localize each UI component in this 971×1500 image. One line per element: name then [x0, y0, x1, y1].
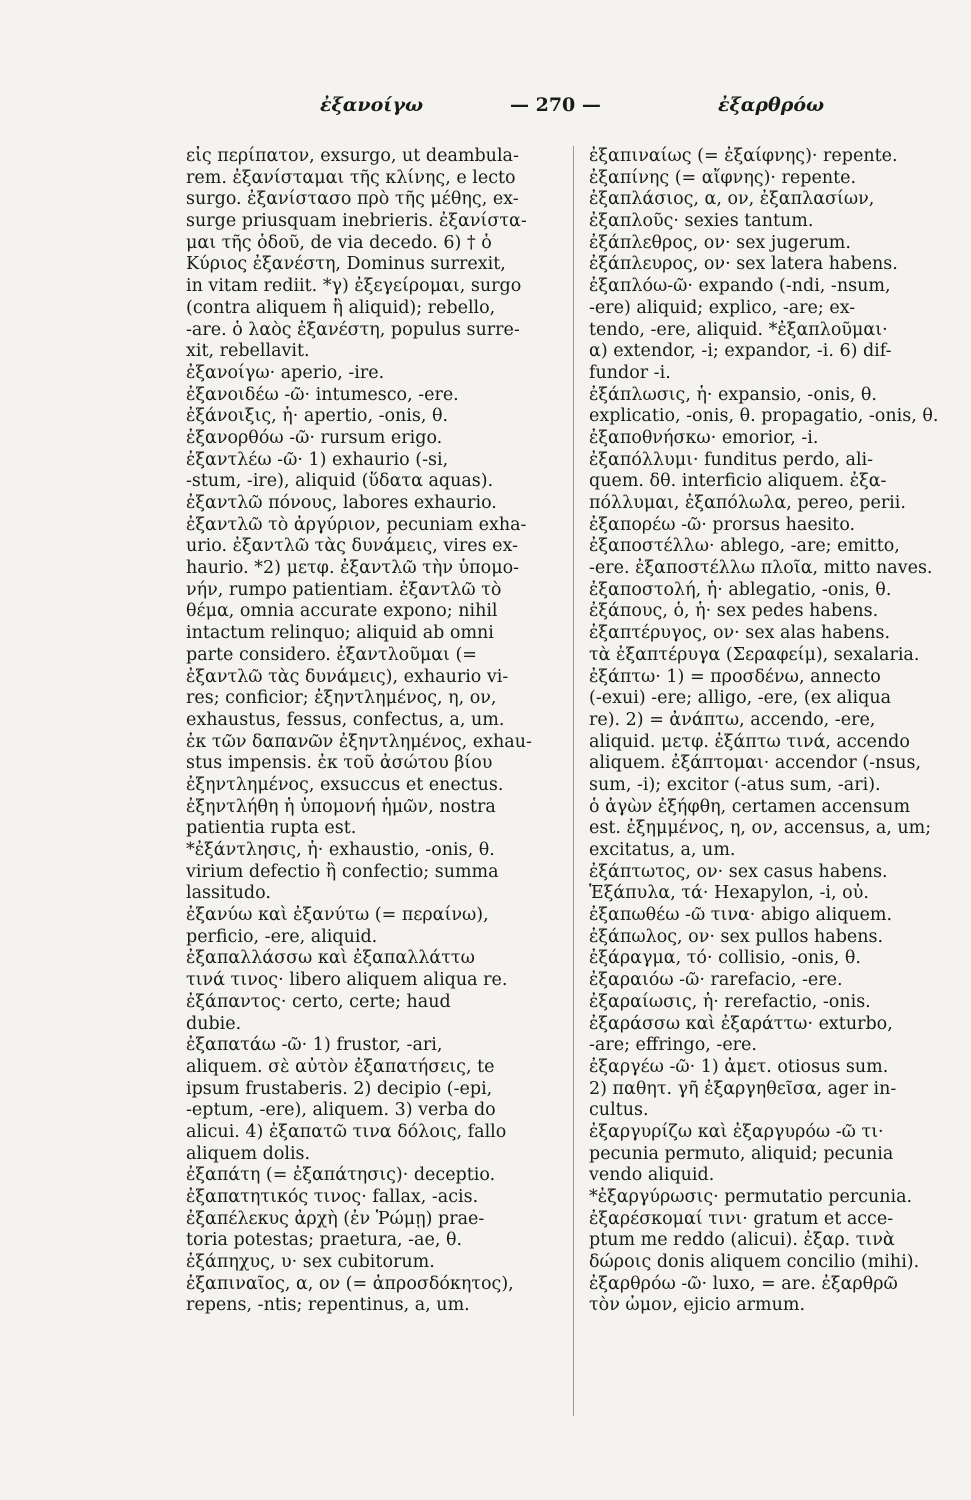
text-line: pecunia permuto, aliquid; pecunia: [589, 1143, 894, 1164]
text-line: 2) παθητ. γῆ ἐξαργηθεῖσα, ager in-: [589, 1078, 897, 1099]
text-line: ἐξαπορέω -ῶ· prorsus haesito.: [589, 514, 856, 535]
text-line: ἐκ τῶν δαπανῶν ἐξηντλημένος, exhau-: [186, 731, 532, 752]
text-line: ἐξηντλημένος, exsuccus et enectus.: [186, 774, 504, 795]
text-line: parte considero. ἐξαντλοῦμαι (=: [186, 644, 477, 665]
text-line: rem. ἐξανίσταμαι τῆς κλίνης, e lecto: [186, 167, 516, 188]
text-line: ἐξάπωλος, ον· sex pullos habens.: [589, 926, 884, 947]
text-line: ὁ ἀγὼν ἐξήφθη, certamen accensum: [589, 796, 911, 817]
text-line: ἐξαπίνης (= αἴφνης)· repente.: [589, 167, 857, 188]
text-line: ἐξαργέω -ῶ· 1) ἀμετ. otiosus sum.: [589, 1056, 889, 1077]
text-line: *ἐξάντλησις, ἡ· exhaustio, -onis, θ.: [186, 840, 495, 860]
text-line: urio. ἐξαντλῶ τὰς δυνάμεις, vires ex-: [186, 536, 518, 557]
text-line: surge priusquam inebrieris. ἐξανίστα-: [186, 211, 527, 232]
text-line: -stum, -ire), aliquid (ὕδατα aquas).: [186, 471, 494, 492]
text-line: aliquem. σὲ αὐτὸν ἐξαπατήσεις, te: [186, 1056, 495, 1077]
text-line: ἐξαπτέρυγος, ον· sex alas habens.: [589, 623, 891, 644]
text-line: (-exui) -ere; alligo, -ere, (ex aliqua: [589, 688, 892, 709]
text-line: -are. ὁ λαὸς ἐξανέστη, populus surre-: [186, 319, 520, 340]
text-line: perficio, -ere, aliquid.: [186, 926, 378, 947]
text-line: tendo, -ere, aliquid. *ἐξαπλοῦμαι·: [589, 319, 888, 340]
text-line: ἐξαπωθέω -ῶ τινα· abigo aliquem.: [589, 905, 893, 926]
text-line: εἰς περίπατον, exsurgo, ut deambula-: [186, 146, 519, 166]
text-line: ἐξαποστέλλω· ablego, -are; emitto,: [589, 536, 900, 557]
text-line: ἐξάπτω· 1) = προσδένω, annecto: [589, 666, 881, 687]
text-line: ἐξανοιδέω -ῶ· intumesco, -ere.: [186, 384, 459, 405]
header-left-word: ἐξανοίγω: [320, 94, 424, 116]
text-line: toria potestas; praetura, -ae, θ.: [186, 1230, 463, 1251]
text-line: ἐξάραγμα, τό· collisio, -onis, θ.: [589, 948, 861, 969]
text-line: sum, -i); excitor (-atus sum, -ari).: [589, 774, 881, 795]
text-line: τὰ ἐξαπτέρυγα (Σεραφείμ), sexalaria.: [589, 644, 920, 665]
text-line: aliquid. μετφ. ἐξάπτω τινά, accendo: [589, 731, 910, 752]
text-line: -eptum, -ere), aliquem. 3) verba do: [186, 1100, 496, 1121]
text-line: intactum relinquo; aliquid ab omni: [186, 623, 494, 644]
right-column: [589, 146, 962, 1317]
text-line: ἐξαντλῶ τὸ ἀργύριον, pecuniam exha-: [186, 514, 527, 535]
text-line: ptum me reddo (alicui). ἐξαρ. τινὰ: [589, 1230, 895, 1251]
text-line: stus impensis. ἐκ τοῦ ἀσώτου βίου: [186, 753, 493, 774]
text-line: dubie.: [186, 1013, 242, 1034]
text-line: θέμα, omnia accurate expono; nihil: [186, 601, 498, 622]
text-line: ἐξαπιναῖος, α, ον (= ἀπροσδόκητος),: [186, 1273, 514, 1294]
text-line: ἐξάπους, ὁ, ἡ· sex pedes habens.: [589, 601, 879, 622]
text-line: ἐξαραίωσις, ἡ· rerefactio, -onis.: [589, 991, 871, 1012]
text-line: ἐξαρέσκομαί τινι· gratum et acce-: [589, 1208, 894, 1229]
text-line: ἐξαπλοῦς· sexies tantum.: [589, 211, 814, 232]
text-line: patientia rupta est.: [186, 818, 357, 839]
text-line: τὸν ὦμον, ejicio armum.: [589, 1295, 806, 1316]
text-line: μαι τῆς ὁδοῦ, de via decedo. 6) † ὁ: [186, 232, 492, 253]
text-line: ἐξαργυρίζω καὶ ἐξαργυρόω -ῶ τι·: [589, 1121, 884, 1142]
column-divider: [573, 146, 574, 1416]
text-line: ἐξανορθόω -ῶ· rursum erigo.: [186, 427, 443, 448]
text-line: repens, -ntis; repentinus, a, um.: [186, 1295, 470, 1316]
text-line: ἐξαπέλεκυς ἀρχὴ (ἐν Ῥώμῃ) prae-: [186, 1208, 485, 1229]
text-line: cultus.: [589, 1100, 649, 1121]
page-number: — 270 —: [510, 94, 601, 116]
text-line: aliquem. ἐξάπτομαι· accendor (-nsus,: [589, 753, 922, 774]
text-line: ἐξαντλῶ τὰς δυνάμεις), exhaurio vi-: [186, 666, 509, 687]
text-line: ἐξαποστολή, ἡ· ablegatio, -onis, θ.: [589, 579, 892, 600]
text-line: ἐξανοίγω· aperio, -ire.: [186, 362, 385, 383]
text-line: πόλλυμαι, ἐξαπόλωλα, pereo, perii.: [589, 493, 906, 513]
text-line: res; conficior; ἐξηντλημένος, η, ον,: [186, 688, 497, 709]
text-line: ἐξαπλόω-ῶ· expando (-ndi, -nsum,: [589, 276, 891, 297]
text-line: (contra aliquem ἢ aliquid); rebello,: [186, 297, 496, 318]
text-line: ἐξαρθρόω -ῶ· luxo, = are. ἐξαρθρῶ: [589, 1273, 898, 1294]
text-line: ἐξαπατάω -ῶ· 1) frustor, -ari,: [186, 1035, 443, 1056]
text-line: Κύριος ἐξανέστη, Dominus surrexit,: [186, 254, 506, 275]
text-line: ἐξαπλάσιος, α, ον, ἐξαπλασίων,: [589, 189, 875, 210]
text-line: haurio. *2) μετφ. ἐξαντλῶ τὴν ὑπομο-: [186, 558, 520, 579]
text-line: xit, rebellavit.: [186, 341, 310, 362]
text-line: alicui. 4) ἐξαπατῶ τινα δόλοις, fallo: [186, 1121, 507, 1142]
left-column: [186, 146, 560, 1317]
text-line: exhaustus, fessus, confectus, a, um.: [186, 709, 505, 730]
text-line: ἐξάπλεθρος, ον· sex jugerum.: [589, 232, 851, 253]
text-line: ἐξανύω καὶ ἐξανύτω (= περαίνω),: [186, 905, 489, 926]
text-line: ἐξαποθνήσκω· emorior, -i.: [589, 427, 819, 448]
text-line: in vitam rediit. *γ) ἐξεγείρομαι, surgo: [186, 276, 522, 297]
text-line: Ἑξάπυλα, τά· Hexapylon, -i, οὐ.: [589, 883, 869, 904]
text-line: re). 2) = ἀνάπτω, accendo, -ere,: [589, 709, 876, 730]
text-line: explicatio, -onis, θ. propagatio, -onis, θ.: [589, 406, 939, 427]
text-line: ἐξάπλωσις, ἡ· expansio, -onis, θ.: [589, 384, 877, 405]
text-line: ἐξάνοιξις, ἡ· apertio, -onis, θ.: [186, 406, 449, 427]
text-line: ἐξαπάτη (= ἐξαπάτησις)· deceptio.: [186, 1165, 496, 1186]
text-line: ἐξαράσσω καὶ ἐξαράττω· exturbo,: [589, 1013, 893, 1034]
text-line: quem. δθ. interficio aliquem. ἐξα-: [589, 471, 887, 492]
page-header: [170, 94, 890, 128]
text-line: -ere. ἐξαποστέλλω πλοῖα, mitto naves.: [589, 558, 933, 579]
header-right-word: ἐξαρθρόω: [718, 94, 825, 116]
text-line: ἐξάπαντος· certo, certe; haud: [186, 991, 451, 1012]
text-line: α) extendor, -i; expandor, -i. 6) dif-: [589, 341, 892, 362]
text-line: aliquem dolis.: [186, 1143, 311, 1164]
text-line: ἐξαντλῶ πόνους, labores exhaurio.: [186, 493, 497, 513]
text-line: ἐξαραιόω -ῶ· rarefacio, -ere.: [589, 970, 843, 991]
text-line: δώροις donis aliquem concilio (mihi).: [589, 1252, 920, 1273]
text-line: νήν, rumpo patientiam. ἐξαντλῶ τὸ: [186, 579, 502, 600]
text-line: ἐξαπαλλάσσω καὶ ἐξαπαλλάττω: [186, 948, 475, 969]
text-line: ἐξάπλευρος, ον· sex latera habens.: [589, 254, 898, 275]
text-line: ἐξαπατητικός τινος· fallax, -acis.: [186, 1187, 479, 1207]
text-line: surgo. ἐξανίστασο πρὸ τῆς μέθης, ex-: [186, 189, 519, 210]
text-line: vendo aliquid.: [589, 1165, 715, 1186]
text-line: τινά τινος· libero aliquem aliqua re.: [186, 970, 508, 991]
text-line: -ere) aliquid; explico, -are; ex-: [589, 297, 856, 318]
text-line: ἐξηντλήθη ἡ ὑπομονή ἡμῶν, nostra: [186, 796, 496, 817]
text-line: *ἐξαργύρωσις· permutatio percunia.: [589, 1187, 913, 1207]
text-line: lassitudo.: [186, 883, 271, 904]
text-line: est. ἐξημμένος, η, ον, accensus, a, um;: [589, 818, 932, 839]
text-line: ἐξαντλέω -ῶ· 1) exhaurio (-si,: [186, 449, 449, 470]
text-line: excitatus, a, um.: [589, 840, 736, 860]
text-line: ἐξάπτωτος, ον· sex casus habens.: [589, 861, 888, 882]
text-line: ipsum frustaberis. 2) decipio (-epi,: [186, 1078, 493, 1099]
text-line: fundor -i.: [589, 362, 671, 383]
text-line: -are; effringo, -ere.: [589, 1035, 757, 1056]
text-line: ἐξαπιναίως (= ἐξαίφνης)· repente.: [589, 146, 898, 166]
text-line: ἐξαπόλλυμι· funditus perdo, ali-: [589, 449, 874, 470]
text-line: ἐξάπηχυς, υ· sex cubitorum.: [186, 1252, 435, 1273]
text-line: virium defectio ἢ confectio; summa: [186, 861, 499, 882]
